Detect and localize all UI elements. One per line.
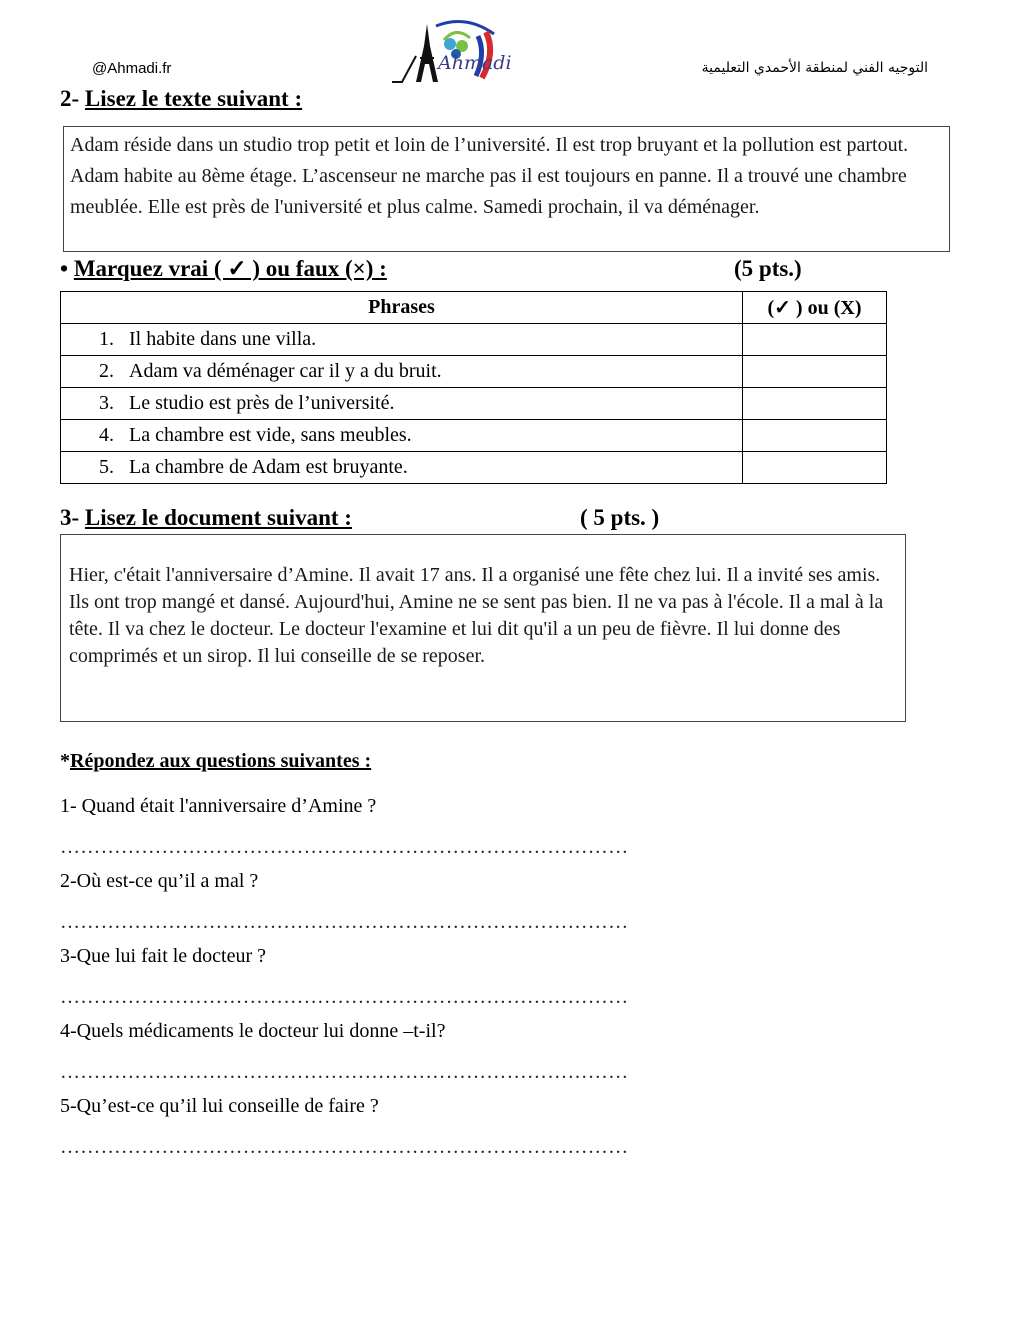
- table-row: [61, 388, 887, 420]
- answer-header: (✓ ) ou (X): [743, 292, 887, 324]
- question-4: 4-Quels médicaments le docteur lui donne –t-il?: [60, 1020, 446, 1042]
- phrase-text: La chambre de Adam est bruyante.: [129, 456, 408, 478]
- answer-cell[interactable]: [743, 388, 887, 420]
- phrase-text: Adam va déménager car il y a du bruit.: [129, 360, 442, 382]
- section2-title: Lisez le texte suivant :: [84, 86, 303, 111]
- phrase-number: 3.: [99, 392, 114, 414]
- truefalse-points: (5 pts.): [734, 256, 802, 281]
- answer-cell[interactable]: [743, 420, 887, 452]
- question-5: 5-Qu’est-ce qu’il lui conseille de faire ?: [60, 1095, 379, 1117]
- section2-text-box: Adam réside dans un studio trop petit et loin de l’université. Il est trop bruyant et la pollution est partout. Adam habite au 8ème étage. L’ascenseur ne marche pas il est toujours en panne. Il a trouvé une chambre meublée. Elle est près de l'université et plus calme. Samedi prochain, il va déménager.: [63, 126, 950, 252]
- header-left-text: @Ahmadi.fr: [92, 60, 172, 77]
- table-row: [61, 420, 887, 452]
- question-3: 3-Que lui fait le docteur ?: [60, 945, 267, 967]
- bullet: •: [60, 256, 69, 281]
- section2-number: 2-: [60, 86, 80, 111]
- question-1: 1- Quand était l'anniversaire d’Amine ?: [60, 795, 377, 817]
- truefalse-table: [60, 291, 887, 484]
- questions-instruction-line: [60, 750, 371, 773]
- phrase-text: Il habite dans une villa.: [129, 328, 317, 350]
- answer-line-5[interactable]: …………………………………………………………………………: [60, 1136, 629, 1158]
- eiffel-tower-logo-icon: [386, 16, 508, 86]
- phrase-cell: [61, 324, 743, 356]
- phrase-cell: [61, 388, 743, 420]
- truefalse-instruction-line: [60, 256, 387, 282]
- section3-text-box: Hier, c'était l'anniversaire d’Amine. Il avait 17 ans. Il a organisé une fête chez lui. Il a invité ses amis. Ils ont trop mangé et dansé. Aujourd'hui, Amine ne se sent pas bien. Il ne va pas à l'école. Il a mal à la tête. Il va chez le docteur. Le docteur l'examine et lui dit qu'il a un peu de fièvre. Il lui donne des comprimés et un sirop. Il lui conseille de se reposer.: [60, 534, 906, 722]
- table-row: [61, 452, 887, 484]
- answer-cell[interactable]: [743, 356, 887, 388]
- star-marker: *: [60, 750, 70, 772]
- table-row: [61, 356, 887, 388]
- phrase-number: 5.: [99, 456, 114, 478]
- answer-cell[interactable]: [743, 324, 887, 356]
- table-header-row: [61, 292, 887, 324]
- answer-line-4[interactable]: …………………………………………………………………………: [60, 1061, 629, 1083]
- phrases-header: Phrases: [61, 292, 743, 324]
- answer-cell[interactable]: [743, 452, 887, 484]
- phrase-cell: [61, 420, 743, 452]
- section3-points: ( 5 pts. ): [580, 505, 660, 530]
- phrase-cell: [61, 452, 743, 484]
- section3-title: Lisez le document suivant :: [84, 505, 352, 530]
- section2-heading: [60, 86, 302, 112]
- phrase-text: La chambre est vide, sans meubles.: [129, 424, 412, 446]
- phrase-number: 4.: [99, 424, 114, 446]
- answer-line-3[interactable]: …………………………………………………………………………: [60, 986, 629, 1008]
- questions-instruction: Répondez aux questions suivantes :: [70, 750, 372, 772]
- question-2: 2-Où est-ce qu’il a mal ?: [60, 870, 259, 892]
- phrase-number: 2.: [99, 360, 114, 382]
- section3-number: 3-: [60, 505, 80, 530]
- answer-line-1[interactable]: …………………………………………………………………………: [60, 836, 629, 858]
- section3-heading: [60, 505, 352, 531]
- answer-line-2[interactable]: …………………………………………………………………………: [60, 911, 629, 933]
- table-row: [61, 324, 887, 356]
- header-right-text: التوجيه الفني لمنطقة الأحمدي التعليمية: [701, 60, 928, 76]
- phrase-number: 1.: [99, 328, 114, 350]
- logo-wordmark: Ahmadi: [438, 52, 512, 74]
- truefalse-instruction: Marquez vrai ( ✓ ) ou faux (×) :: [73, 256, 387, 281]
- phrase-text: Le studio est près de l’université.: [129, 392, 395, 414]
- phrase-cell: [61, 356, 743, 388]
